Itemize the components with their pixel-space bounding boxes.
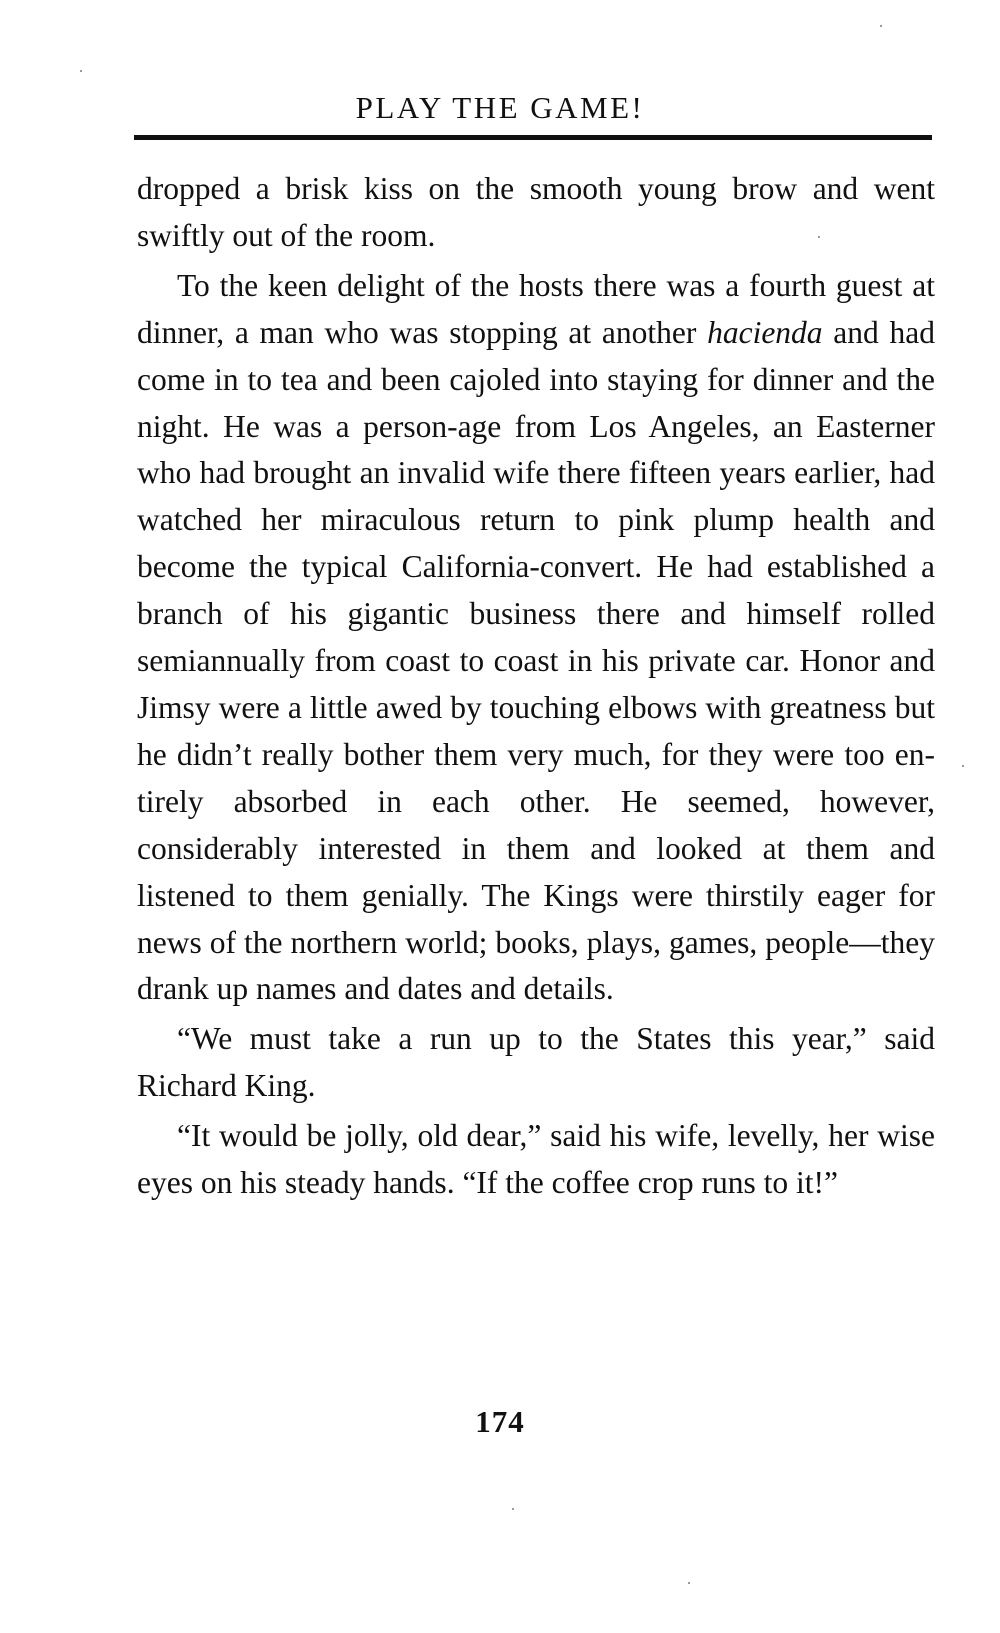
page-number: 174	[475, 1404, 525, 1439]
paragraph-fourth-guest	[137, 263, 935, 1014]
header-rule	[134, 135, 932, 140]
scan-speck	[512, 1508, 514, 1510]
paragraph-continuation: dropped a brisk kiss on the smooth young brow and went swiftly out of the room.	[137, 171, 935, 253]
scan-speck	[688, 1582, 690, 1584]
paragraph-wife-reply: “It would be jolly, old dear,” said his wife, levelly, her wise eyes on his steady hands. “If the coffee crop runs to it!”	[137, 1118, 935, 1201]
paragraph-text-segment: and had come in to tea and been cajoled into staying for dinner and the night. He was a person-age from Los Angeles, an Easterner who had brought an invalid wife there fifteen years earlier, had watched her miraculous return to pink plump health and become the typical California-convert. He had established a branch of his gigantic business there and himself rolled semiannually from coast to coast in his private car. Honor and Jimsy were a little awed by touching elbows with greatness but he didn’t really bother them very much, for they were too en-tirely absorbed in each other. He seemed, however, considerably interested in them and looked at them and listened to them genially. The Kings were thirstily eager for news of the northern world; books, plays, games, people—they drank up names and dates and details.	[137, 314, 935, 1007]
scan-speck	[80, 70, 82, 72]
body-text	[137, 166, 935, 1207]
italic-word-hacienda: hacienda	[707, 314, 823, 350]
paragraph-text-segment: To the keen delight of the hosts there was a fourth guest at dinner, a man who was stopping at another	[137, 267, 935, 350]
scan-speck	[880, 25, 882, 27]
scan-speck	[818, 236, 820, 238]
running-title: PLAY THE GAME!	[355, 90, 645, 125]
paragraph-richard-king: “We must take a run up to the States this year,” said Richard King.	[137, 1021, 935, 1104]
scan-speck	[962, 765, 964, 767]
